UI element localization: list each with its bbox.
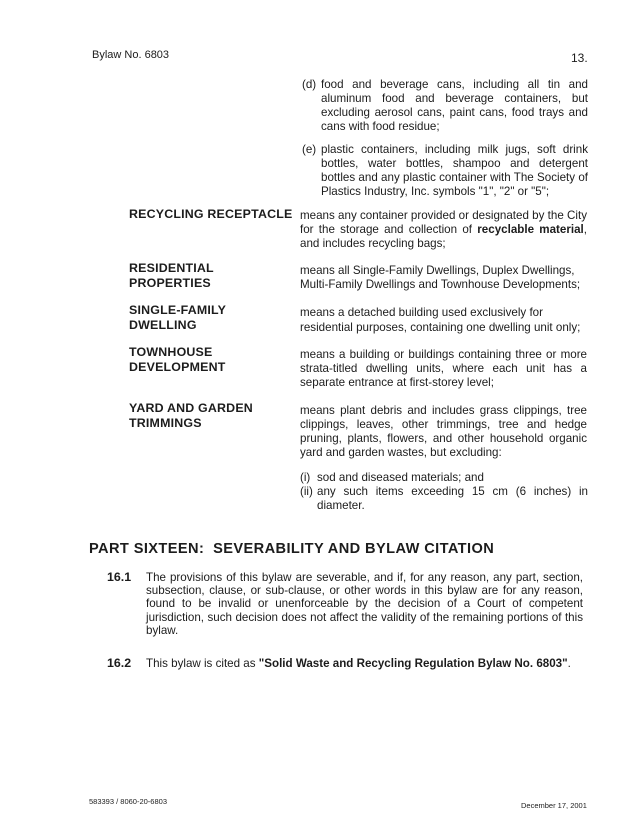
section-number: 16.2 [107,656,132,670]
definition-term-line: SINGLE-FAMILY [129,303,227,317]
list-item [300,471,588,485]
definition-text: means a building or buildings containing three or more strata-titled dwelling units, where each unit has a separate entrance at first-storey level; [300,348,587,389]
list-item-label: (ii) [300,485,313,498]
definition-term [129,345,226,374]
footer-date: December 17, 2001 [521,801,587,810]
list-item-label: (i) [300,471,311,484]
definition-term [129,401,253,430]
definition-term-line: DEVELOPMENT [129,359,226,374]
definition-term-line: RESIDENTIAL [129,261,214,275]
page-number: 13. [571,51,588,65]
definition-text [300,306,590,335]
list-item-text: food and beverage cans, including all tin and aluminum food and beverage containers, but excluding aerosol cans, paint cans, food trays and cans with food residue; [321,78,588,133]
footer-reference: 583393 / 8060-20-6803 [89,797,167,806]
list-item-text: sod and diseased materials; and [317,471,484,484]
section-text [146,657,586,671]
definition-term [129,303,226,332]
section-number: 16.1 [107,570,132,584]
definition-term-line: PROPERTIES [129,275,211,290]
definition-text-post: , and includes recycling bags; [300,223,587,250]
list-item-label: (d) [302,78,317,91]
definition-term [129,261,214,290]
definition-term: RECYCLING RECEPTACLE [129,207,293,221]
definition-term-line: TOWNHOUSE [129,345,213,359]
definition-term-line: TRIMMINGS [129,415,202,430]
section-text-pre: This bylaw is cited as [146,657,259,670]
definition-text-line: means a detached building used exclusively for [300,306,543,319]
list-item [302,78,588,134]
list-item [300,485,588,513]
definition-text: means all Single-Family Dwellings, Duplex Dwellings, Multi-Family Dwellings and Townhouse Developments; [300,264,581,291]
definition-text-pre: means any container provided or designated by the City for the storage and collection of [300,209,587,236]
definition-text: means plant debris and includes grass clippings, tree clippings, leaves, other trimmings, tree and hedge pruning, plants, flowers, and other household organic yard and garden wastes, but excluding: [300,404,587,459]
list-item-label: (e) [302,143,317,156]
list-item-text: any such items exceeding 15 cm (6 inches) in diameter. [317,485,588,512]
definition-text [300,209,587,251]
section-text: The provisions of this bylaw are severable, and if, for any reason, any part, section, subsection, clause, or sub-clause, or other words in this bylaw are for any reason, found to be invalid or unenforceable by the decision of a Court of competent jurisdiction, such decision does not affect the validity of the remaining portions of this bylaw. [146,571,583,637]
list-item-text: plastic containers, including milk jugs, soft drink bottles, water bottles, shampoo and detergent bottles and any plastic container with The Society of Plastics Industry, Inc. symbols "1", "2" or "5"; [321,143,588,198]
part-heading: PART SIXTEEN: SEVERABILITY AND BYLAW CITATION [89,541,495,557]
bylaw-citation: "Solid Waste and Recycling Regulation Bylaw No. 6803" [258,657,568,670]
definition-term-line: YARD AND GARDEN [129,401,253,415]
definition-term-line: DWELLING [129,317,197,332]
section-text-post: . [567,657,571,670]
bylaw-header: Bylaw No. 6803 [92,49,170,61]
defined-term-link: recyclable material [477,223,584,236]
definition-text-line: residential purposes, containing one dwelling unit only; [300,321,581,334]
list-item [302,143,588,199]
